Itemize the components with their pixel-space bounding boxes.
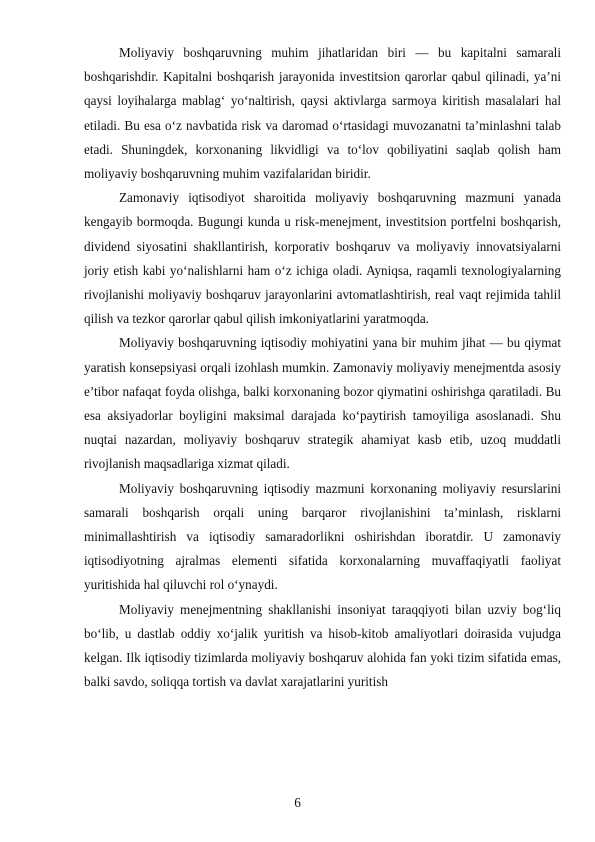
paragraph-modern-economy: Zamonaviy iqtisodiyot sharoitida moliyaviy boshqaruvning mazmuni yanada kengayib bormoqda. Bugungi kunda u risk-menejment, investitsion portfelni boshqarish, dividend siyosatini shakllantirish, korporativ boshqaruv va moliyaviy innovatsiyalarni joriy etish kabi yo‘nalishlarni ham o‘z ichiga oladi. Ayniqsa, raqamli texnologiyalarning rivojlanishi moliyaviy boshqaruv jarayonlarini avtomatlashtirish, real vaqt rejimida tahlil qilish va tezkor qarorlar qabul qilish imkoniyatlarini yaratmoqda. — [84, 190, 561, 327]
paragraph-economic-content: Moliyaviy boshqaruvning iqtisodiy mazmuni korxonaning moliyaviy resurslarini samarali boshqarish orqali uning barqaror rivojlanishini ta’minlash, risklarni minimallashtirish va iqtisodiy samaradorlikni oshirishdan iboratdir. U zamonaviy iqtisodiyotning ajralmas elementi sifatida korxonalarning muvaffaqiyatli faoliyat yuritishida hal qiluvchi rol o‘ynaydi. — [84, 480, 561, 593]
body-text — [84, 41, 561, 694]
paragraph-capital-management: Moliyaviy boshqaruvning muhim jihatlaridan biri — bu kapitalni samarali boshqarishdir. Kapitalni boshqarish jarayonida investitsion qarorlar qabul qilinadi, ya’ni qaysi loyihalarga mablag‘ yo‘naltirish, qaysi aktivlarga sarmoya kiritish masalalari hal etiladi. Bu esa o‘z navbatida risk va daromad o‘rtasidagi muvozanatni ta’minlashni talab etadi. Shuningdek, korxonaning likvidligi va to‘lov qobiliyatini saqlab qolish ham moliyaviy boshqaruvning muhim vazifalaridan biridir. — [84, 45, 561, 182]
paragraph-history: Moliyaviy menejmentning shakllanishi insoniyat taraqqiyoti bilan uzviy bog‘liq bo‘lib, u dastlab oddiy xo‘jalik yuritish va hisob-kitob amaliyotlari doirasida vujudga kelgan. Ilk iqtisodiy tizimlarda moliyaviy boshqaruv alohida fan yoki tizim sifatida emas, balki savdo, soliqqa tortish va davlat xarajatlarini yuritish — [84, 601, 561, 690]
paragraph-value-creation: Moliyaviy boshqaruvning iqtisodiy mohiyatini yana bir muhim jihat — bu qiymat yaratish konsepsiyasi orqali izohlash mumkin. Zamonaviy moliyaviy menejmentda asosiy e’tibor nafaqat foyda olishga, balki korxonaning bozor qiymatini oshirishga qaratiladi. Bu esa aksiyadorlar boyligini maksimal darajada ko‘paytirish tamoyiliga asoslanadi. Shu nuqtai nazardan, moliyaviy boshqaruv strategik ahamiyat kasb etib, uzoq muddatli rivojlanish maqsadlariga xizmat qiladi. — [84, 335, 561, 472]
page-number: 6 — [294, 795, 301, 810]
